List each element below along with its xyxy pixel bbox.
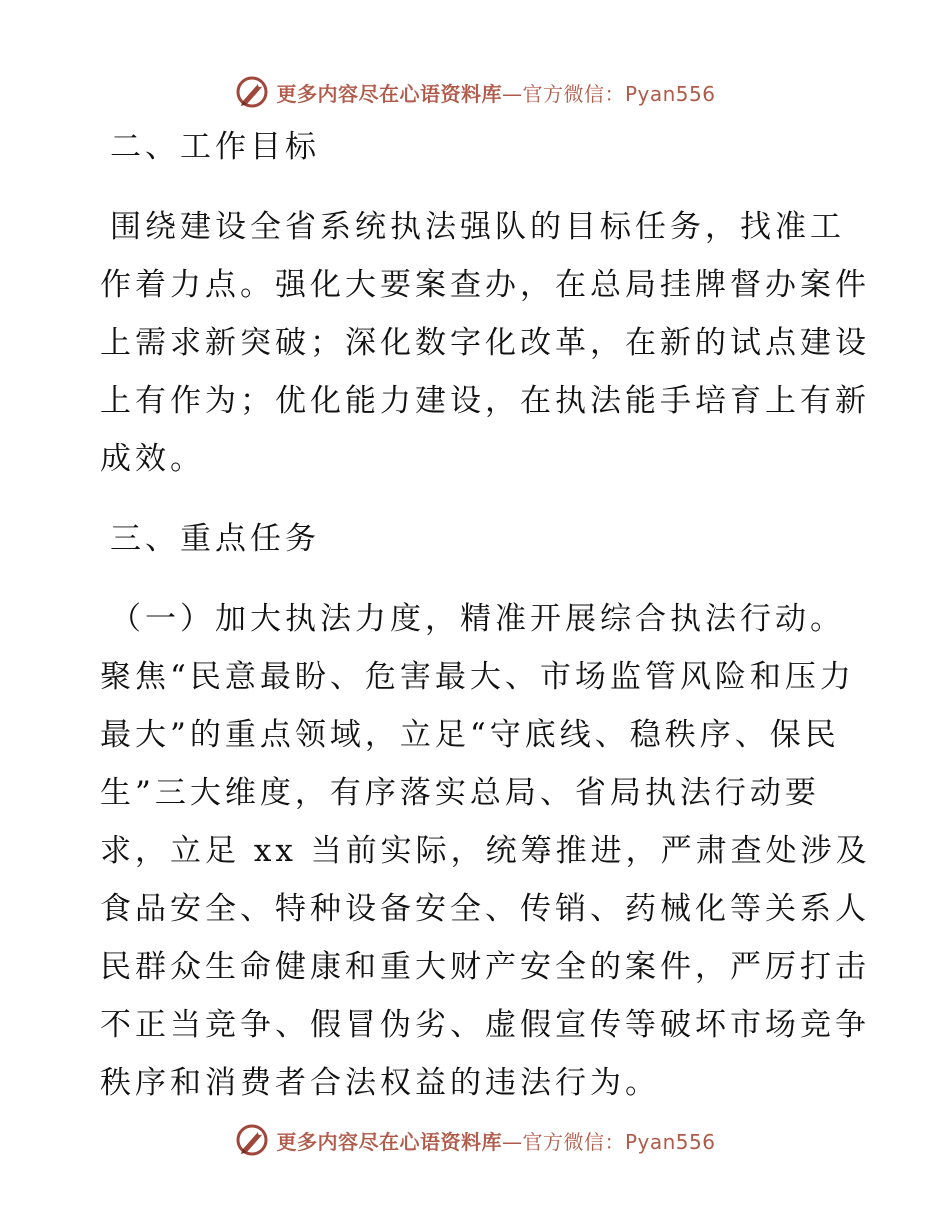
- paragraph-line: 成效。: [100, 441, 205, 477]
- watermark-main-text: 更多内容尽在心语资料库: [276, 81, 502, 106]
- document-body: [100, 118, 871, 1112]
- footer-watermark: [0, 1118, 950, 1162]
- watermark-text: [276, 1126, 715, 1155]
- paragraph-line: （一）加大执法力度，精准开展综合执法行动。: [110, 601, 845, 637]
- paragraph-line: 上有作为；优化能力建设，在执法能手培育上有新: [100, 383, 870, 419]
- paragraph-line: 围绕建设全省系统执法强队的目标任务，找准工: [110, 209, 845, 245]
- paragraph-line: 作着力点。强化大要案查办，在总局挂牌督办案件: [100, 267, 870, 303]
- section-heading-goals: 二、工作目标: [110, 129, 320, 165]
- pen-circle-logo-icon: [234, 1122, 270, 1158]
- paragraph-line: 食品安全、特种设备安全、传销、药械化等关系人: [100, 891, 870, 927]
- paragraph-line: 求，立足 xx 当前实际，统筹推进，严肃查处涉及: [100, 833, 871, 869]
- watermark-dash: —: [501, 1129, 523, 1154]
- paragraph-line: 民群众生命健康和重大财产安全的案件，严厉打击: [100, 949, 870, 985]
- paragraph-line: 秩序和消费者合法权益的违法行为。: [100, 1065, 660, 1101]
- watermark-wechat-text: 官方微信：Pyan556: [522, 1129, 716, 1154]
- section-paragraph-tasks: [100, 590, 871, 1112]
- pen-circle-logo-icon: [234, 74, 270, 110]
- watermark-main-text: 更多内容尽在心语资料库: [276, 1129, 502, 1154]
- watermark-text: [276, 78, 715, 107]
- watermark-dash: —: [501, 81, 523, 106]
- section-paragraph-goals: [100, 198, 870, 488]
- section-heading-tasks: 三、重点任务: [110, 521, 320, 557]
- paragraph-line: 聚焦“民意最盼、危害最大、市场监管风险和压力: [100, 659, 855, 695]
- paragraph-line: 不正当竞争、假冒伪劣、虚假宣传等破坏市场竞争: [100, 1007, 870, 1043]
- header-watermark: [0, 70, 950, 114]
- paragraph-line: 上需求新突破；深化数字化改革，在新的试点建设: [100, 325, 870, 361]
- paragraph-line: 最大”的重点领域，立足“守底线、稳秩序、保民: [100, 717, 840, 753]
- paragraph-line: 生”三大维度，有序落实总局、省局执法行动要: [100, 775, 820, 811]
- watermark-wechat-text: 官方微信：Pyan556: [522, 81, 716, 106]
